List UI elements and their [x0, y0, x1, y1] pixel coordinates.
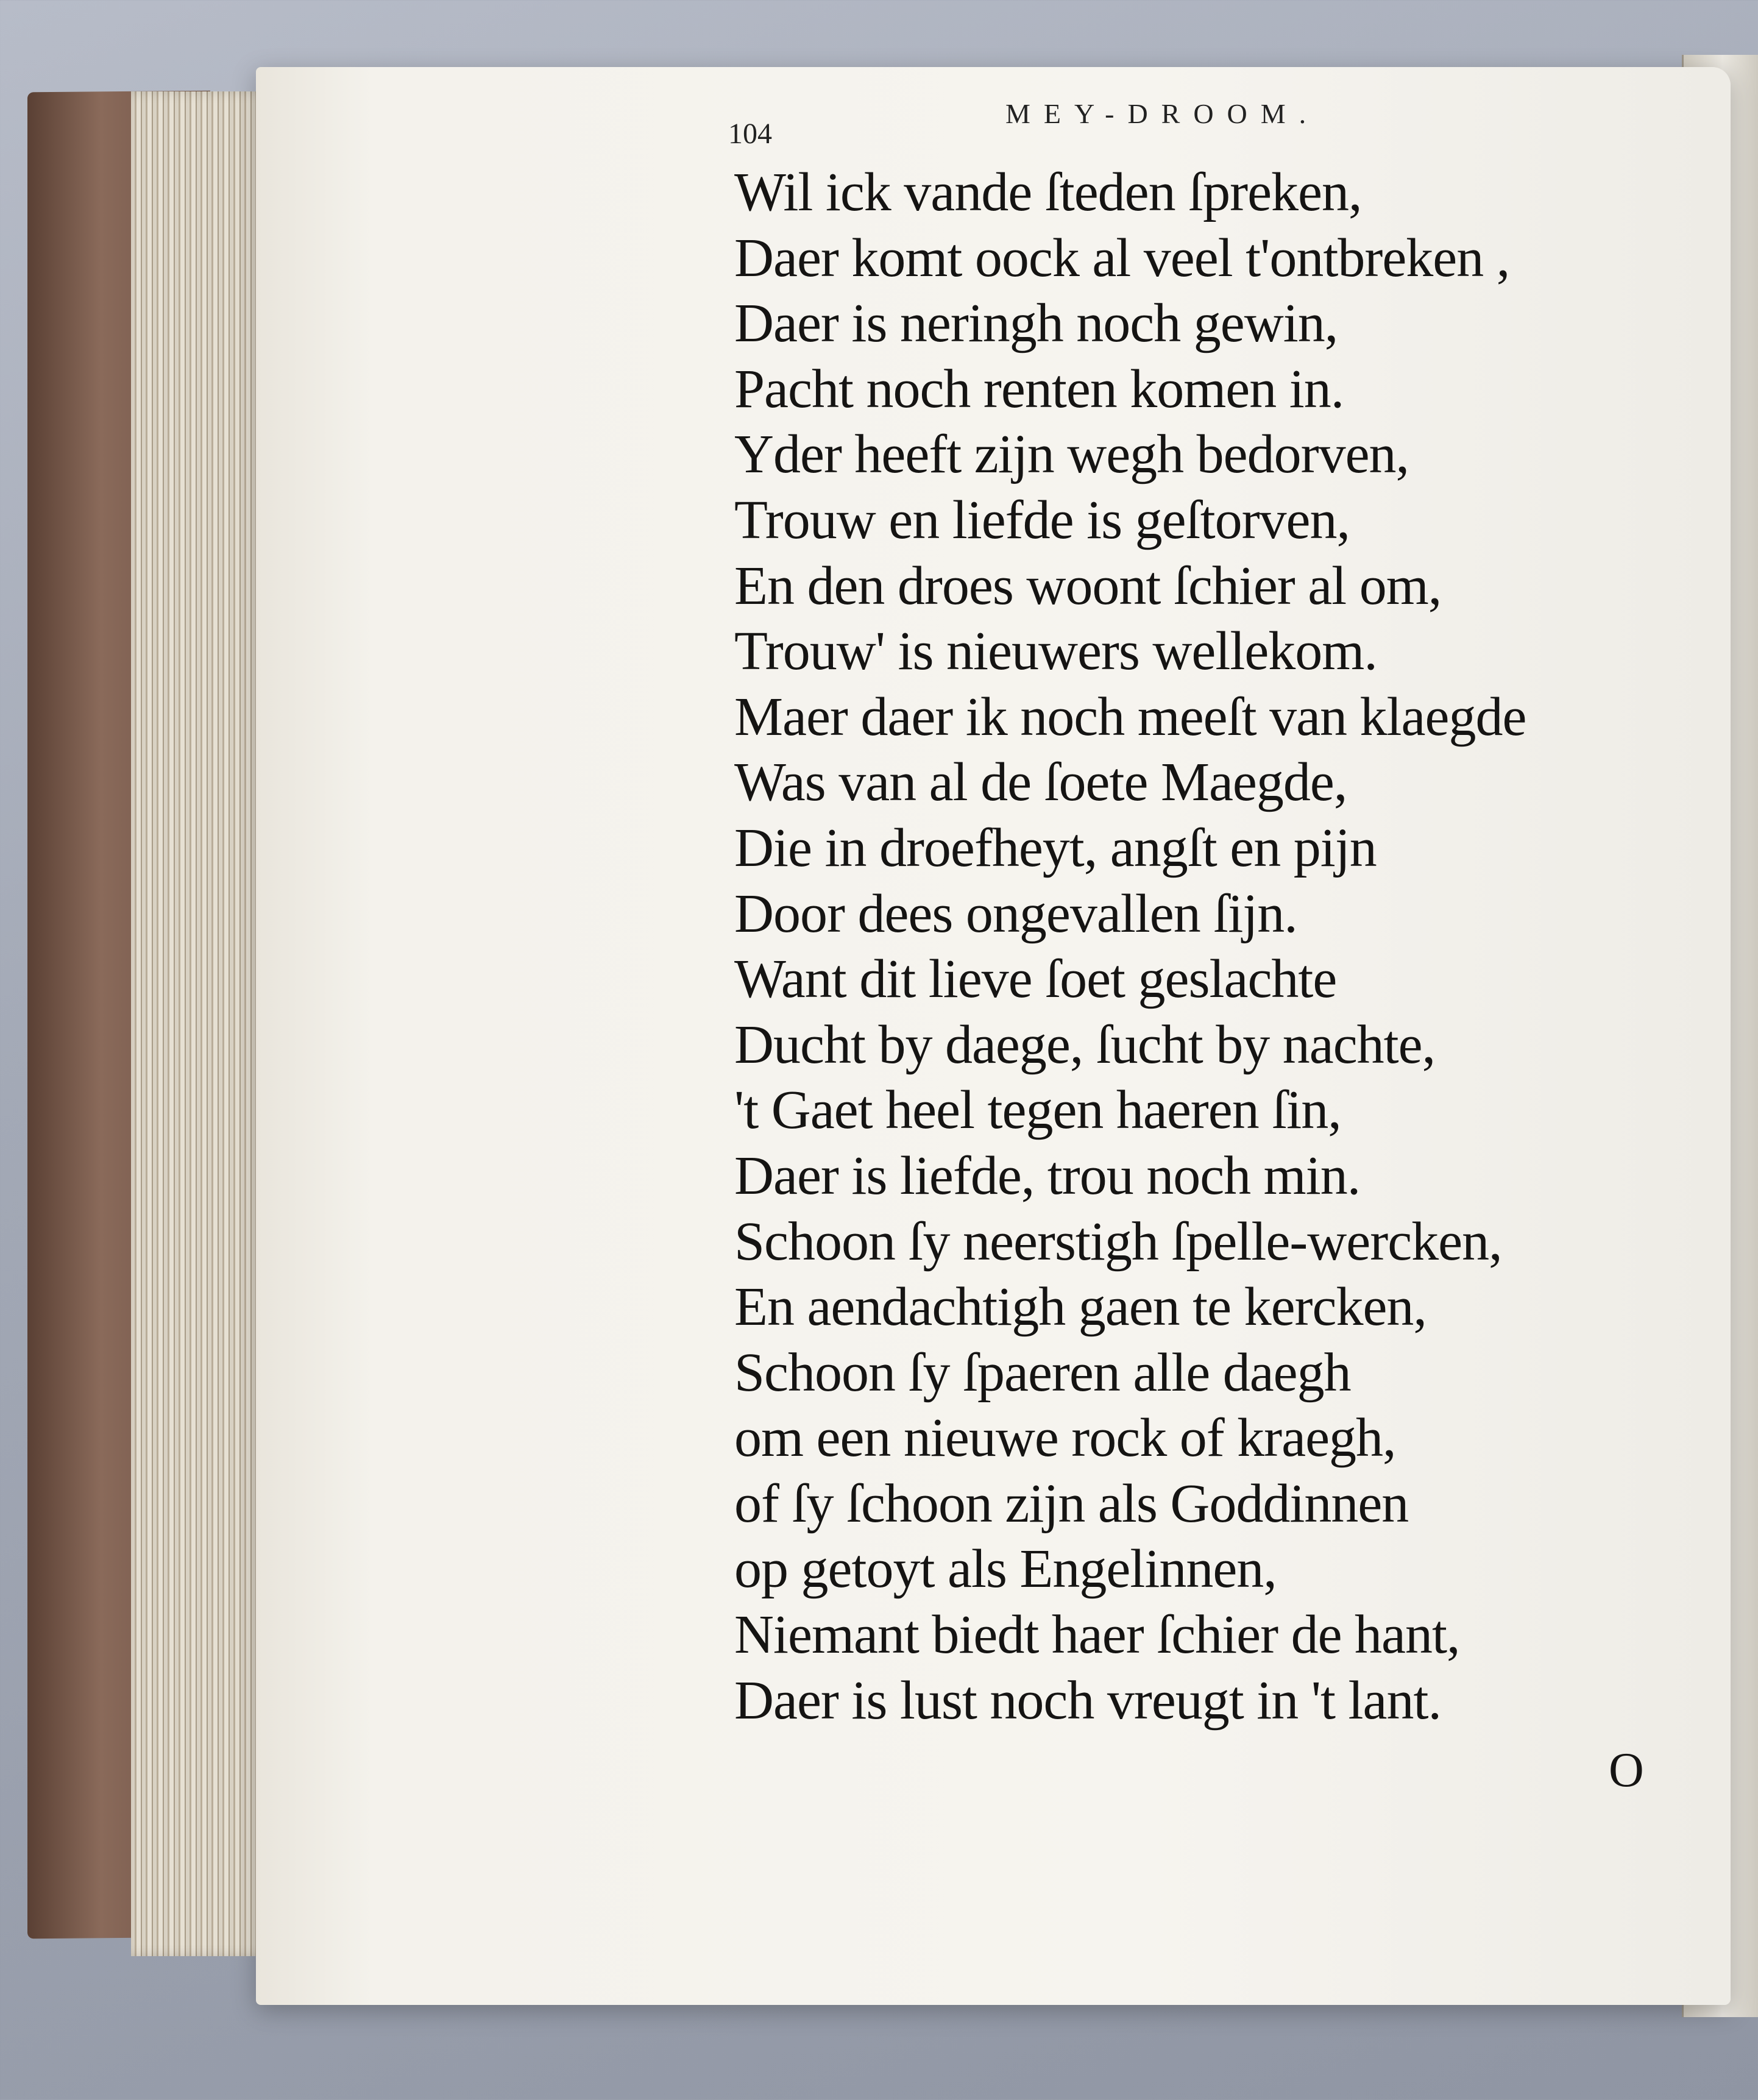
verse-line: Die in droefheyt, angſt en pijn [734, 817, 1377, 878]
verse-line: Daer is lust noch vreugt in 't lant. [734, 1670, 1441, 1731]
verse-line: En aendachtigh gaen te kercken, [734, 1277, 1427, 1338]
verse-line: Ducht by daege, ſucht by nachte, [734, 1014, 1436, 1075]
verse-text [734, 160, 1526, 1733]
verse-line: om een nieuwe rock of kraegh, [734, 1408, 1396, 1469]
verse-line: Schoon ſy ſpaeren alle daegh [734, 1342, 1351, 1403]
verse-line: Trouw' is nieuwers wellekom. [734, 621, 1377, 682]
verse-line: Door dees ongevallen ſijn. [734, 883, 1297, 944]
verse-line: Daer is neringh noch gewin, [734, 293, 1338, 354]
verse-line: of ſy ſchoon zijn als Goddinnen [734, 1473, 1409, 1534]
catchword: O [1609, 1743, 1644, 1797]
verse-line: 't Gaet heel tegen haeren ſin, [734, 1080, 1341, 1141]
verse-line: Daer is liefde, trou noch min. [734, 1145, 1361, 1206]
page-number: 104 [728, 118, 772, 150]
verse-line: Maer daer ik noch meeſt van klaegde [734, 686, 1526, 747]
verse-line: Want dit lieve ſoet geslachte [734, 949, 1337, 1010]
verse-line: Wil ick vande ſteden ſpreken, [734, 162, 1362, 222]
verse-line: op getoyt als Engelinnen, [734, 1539, 1277, 1600]
verse-line: Trouw en liefde is geſtorven, [734, 489, 1350, 550]
verse-line: En den droes woont ſchier al om, [734, 555, 1442, 616]
verse-line: Daer komt oock al veel t'ontbreken , [734, 227, 1510, 288]
verse-line: Niemant biedt haer ſchier de hant, [734, 1605, 1460, 1665]
running-head: MEY-DROOM. [1005, 98, 1320, 129]
verse-line: Yder heeft zijn wegh bedorven, [734, 424, 1409, 485]
verse-line: Was van al de ſoete Maegde, [734, 752, 1347, 813]
verse-line: Pacht noch renten komen in. [734, 358, 1344, 419]
verse-line: Schoon ſy neerstigh ſpelle-wercken, [734, 1211, 1502, 1272]
